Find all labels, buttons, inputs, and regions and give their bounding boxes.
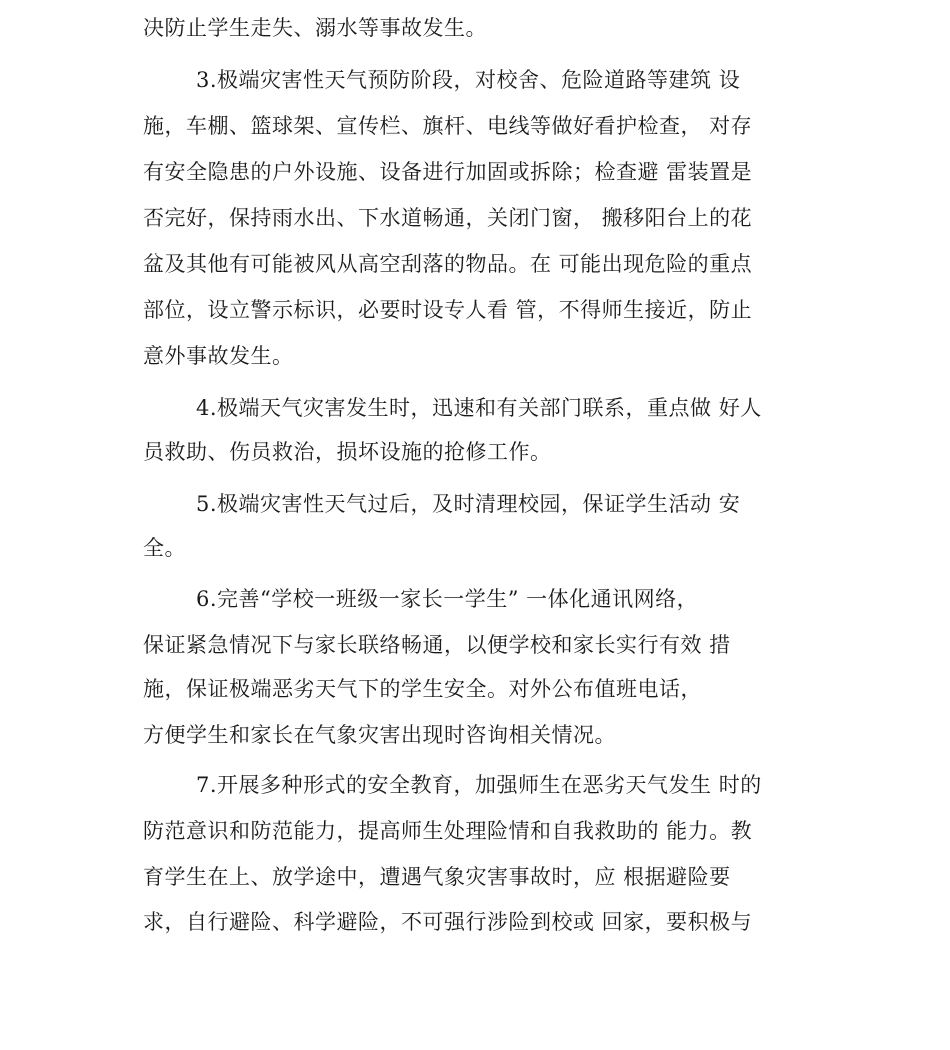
paragraph-6-line-1: 6.完善“学校一班级一家长一学生” 一体化通讯网络，: [196, 587, 699, 611]
text-line: 全。: [143, 536, 186, 560]
text-line: 施，车棚、篮球架、宣传栏、旗杆、电线等做好看护检查， 对存: [143, 114, 753, 138]
text-line: 保证紧急情况下与家长联络畅通，以便学校和家长实行有效 措: [143, 633, 731, 657]
text-line: 盆及其他有可能被风从高空刮落的物品。在 可能出现危险的重点: [143, 252, 753, 276]
paragraph-4-line-1: 4.极端天气灾害发生时，迅速和有关部门联系，重点做 好人: [196, 396, 762, 420]
text-line: 决防止学生走失、溺水等事故发生。: [143, 16, 487, 40]
text-line: 防范意识和防范能力，提高师生处理险情和自我救助的 能力。教: [143, 819, 753, 843]
paragraph-3-line-1: 3.极端灾害性天气预防阶段，对校舍、危险道路等建筑 设: [196, 68, 741, 92]
text-line: 育学生在上、放学途中，遭遇气象灾害事故时，应 根据避险要: [143, 865, 731, 889]
text-line: 方便学生和家长在气象灾害出现时咨询相关情况。: [143, 723, 616, 747]
text-line: 求，自行避险、科学避险，不可强行涉险到校或 回家，要积极与: [143, 910, 753, 934]
text-line: 意外事故发生。: [143, 344, 294, 368]
text-line: 员救助、伤员救治，损坏设施的抢修工作。: [143, 440, 552, 464]
text-line: 部位，设立警示标识，必要时设专人看 管，不得师生接近，防止: [143, 298, 753, 322]
paragraph-5-line-1: 5.极端灾害性天气过后，及时清理校园，保证学生活动 安: [196, 492, 741, 516]
text-line: 否完好，保持雨水出、下水道畅通，关闭门窗， 搬移阳台上的花: [143, 206, 753, 230]
paragraph-7-line-1: 7.开展多种形式的安全教育，加强师生在恶劣天气发生 时的: [196, 773, 762, 797]
text-line: 有安全隐患的户外设施、设备进行加固或拆除；检查避 雷装置是: [143, 160, 753, 184]
text-line: 施，保证极端恶劣天气下的学生安全。对外公布值班电话，: [143, 677, 702, 701]
